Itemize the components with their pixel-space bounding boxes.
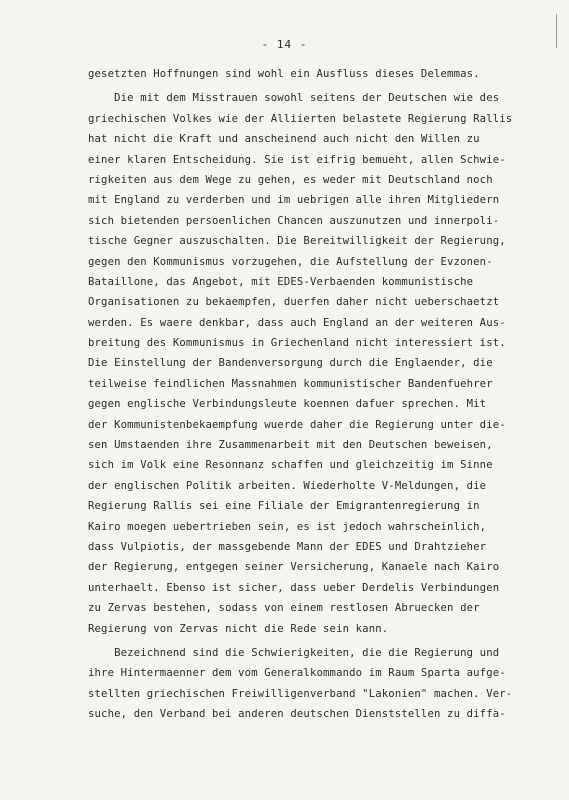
text-line: zu Zervas bestehen, sodass von einem restlosen Abruecken der (88, 602, 480, 615)
text-line: hat nicht die Kraft und anscheinend auch nicht den Willen zu (88, 133, 480, 146)
text-line: suche, den Verband bei anderen deutschen Dienststellen zu diffa- (88, 708, 506, 721)
text-line: einer klaren Entscheidung. Sie ist eifrig bemueht, allen Schwie- (88, 153, 506, 166)
text-line: ihre Hintermaenner dem vom Generalkommando im Raum Sparta aufge- (88, 667, 506, 680)
text-line: Bezeichnend sind die Schwierigkeiten, die die Regierung und (88, 646, 500, 659)
text-line: Die Einstellung der Bandenversorgung durch die Englaender, die (88, 357, 493, 370)
text-line: Bataillone, das Angebot, mit EDES-Verbaenden kommunistische (88, 275, 474, 288)
paragraph (88, 643, 548, 725)
text-line: gegen englische Verbindungsleute koennen dafuer sprechen. Mit (88, 398, 487, 411)
text-line: tische Gegner auszuschalten. Die Bereitwilligkeit der Regierung, (88, 235, 506, 248)
paragraph (88, 64, 548, 84)
text-line: Kairo moegen uebertrieben sein, es ist jedoch wahrscheinlich, (88, 520, 487, 533)
text-line: der Regierung, entgegen seiner Versicherung, Kanaele nach Kairo (88, 561, 500, 574)
text-line: stellten griechischen Freiwilligenverband "Lakonien" machen. Ver- (88, 687, 513, 700)
text-line: griechischen Volkes wie der Alliierten belastete Regierung Rallis (88, 112, 513, 125)
text-line: der Kommunistenbekaempfung wuerde daher die Regierung unter die- (88, 418, 506, 431)
text-line: teilweise feindlichen Massnahmen kommunistischer Bandenfuehrer (88, 377, 493, 390)
paragraph (88, 88, 548, 639)
text-line: werden. Es waere denkbar, dass auch England an der weiteren Aus- (88, 316, 506, 329)
text-line: dass Vulpiotis, der massgebende Mann der EDES und Drahtzieher (88, 540, 487, 553)
text-line: unterhaelt. Ebenso ist sicher, dass ueber Derdelis Verbindungen (88, 581, 500, 594)
text-line: sen Umstaenden ihre Zusammenarbeit mit den Deutschen beweisen, (88, 439, 493, 452)
text-line: Regierung Rallis sei eine Filiale der Emigrantenregierung in (88, 500, 480, 513)
page-number: - 14 - (261, 38, 308, 51)
text-line: breitung des Kommunismus in Griechenland nicht interessiert ist. (88, 337, 506, 350)
text-line: Organisationen zu bekaempfen, duerfen daher nicht ueberschaetzt (88, 296, 500, 309)
text-line: Die mit dem Misstrauen sowohl seitens der Deutschen wie des (88, 92, 500, 105)
text-line: Regierung von Zervas nicht die Rede sein kann. (88, 622, 389, 635)
text-line: mit England zu verderben und im uebrigen alle ihren Mitgliedern (88, 194, 500, 207)
text-line: gesetzten Hoffnungen sind wohl ein Ausfluss dieses Delemmas. (88, 68, 480, 80)
text-line: sich im Volk eine Resonnanz schaffen und gleichzeitig im Sinne (88, 459, 493, 472)
body-text (88, 64, 548, 725)
text-line: sich bietenden persoenlichen Chancen auszunutzen und innerpoli- (88, 214, 500, 227)
text-line: der englischen Politik arbeiten. Wiederholte V-Meldungen, die (88, 479, 487, 492)
text-line: gegen den Kommunismus vorzugehen, die Aufstellung der Evzonen- (88, 255, 493, 268)
text-line: rigkeiten aus dem Wege zu gehen, es weder mit Deutschland noch (88, 173, 493, 186)
